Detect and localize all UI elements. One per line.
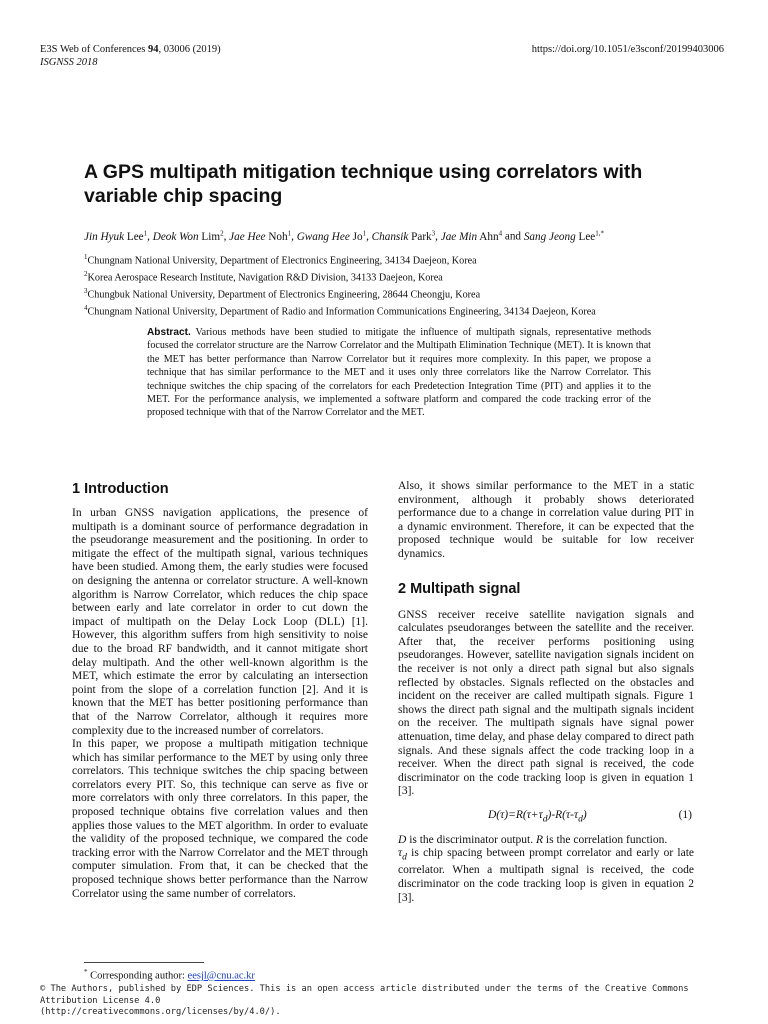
paper-title: A GPS multipath mitigation technique using correlators with variable chip spacing: [84, 161, 643, 207]
affiliation-item: $^4$Chungnam National University, Department of Radio and Information Communications Engineering, 34134 Daejeon, Korea: [84, 303, 596, 318]
multipath-paragraph-2: D is the discriminator output. R is the correlation function. $\tau_d$ is chip spacing between prompt correlator and early or late correlator. When a multipath signal is received, the code discriminator on the code tracking loop is given in equation 2 [3].: [398, 833, 694, 904]
license-line-1: © The Authors, published by EDP Sciences. This is an open access article distributed under the terms of the Creative Commons Attribution License 4.0: [40, 984, 689, 1006]
left-column: [72, 480, 368, 901]
intro-paragraph-1: In urban GNSS navigation applications, the presence of multipath is a dominant source of performance degradation in the pseudorange measurement and the positioning. In order to mitigate the effect of the multipath signal, various techniques have been studied. Among them, the early studies were focused on designing the antenna or correlator structure. A well-known algorithm is Narrow Correlator, which reduces the chip space between early and late correlator in order to cut down the impact of multipath on the Delay Lock Loop (DLL) [1]. However, this algorithm suffers from high sensitivity to noise due to the broad RF bandwidth, and it cannot mitigate short delay multipath. And the other well-known algorithm is the MET, which estimate the error by calculating an intersection point from the slope of a correlation function [2]. And it is known that the MET has better positioning performance than that of the Narrow Correlator, although it requires more complexity due to the increased number of correlators.: [72, 507, 368, 737]
affiliation-item: $^1$Chungnam National University, Department of Electronics Engineering, 34134 Daejeon, Korea: [84, 253, 477, 267]
author-list: Jin Hyuk Lee$^1$, Deok Won Lim$^2$, Jae Hee Noh$^1$, Gwang Hee Jo$^1$, Chansik Park$^3$, Jae Min Ahn$^4$ and Sang Jeong Lee$^{1,*}$: [84, 229, 605, 243]
author-name: Chansik Park$^3$: [371, 229, 436, 243]
equation-1-formula: $D(\tau)=R(\tau+\tau_d)-R(\tau-\tau_d)$: [488, 808, 587, 825]
intro-paragraph-2: In this paper, we propose a multipath mitigation technique which has similar performance to the MET by using only three correlators. This technique switches the chip spacing between correlators every PIT. So, this technique can serve as five or more correlators with only three correlators. In this paper, the proposed technique obtains five correlation values and then applies those values to the MET algorithm. In order to evaluate the validity of the proposed technique, we compared the code tracking error with the Narrow Correlator and the MET through computer simulation. From that, it can be checked that the proposed technique shows better performance than the Narrow Correlator using the same number of correlators.: [72, 738, 368, 900]
author-name: Jae Hee Noh$^1$: [229, 229, 292, 243]
abstract-text: Various methods have been studied to mitigate the influence of multipath signals, representative methods focused the correlator structure are the Narrow Correlator and the Multipath Elimination Technique (MET). It is known that the MET has better performance than Narrow Correlator but it requires more complexity. In this paper, we propose a technique that has similar performance to the MET and it uses only three correlators like the Narrow Correlator. This technique switches the chip spacing of the correlators for each Predetection Integration Time (PIT) and applies it to the MET. For the performance analysis, we implemented a software platform and compared the code tracking error of the proposed technique with that of the Narrow Correlator and the MET.: [147, 327, 651, 419]
author-name: Sang Jeong Lee$^{1,*}$: [523, 229, 605, 243]
abstract: [147, 326, 651, 420]
author-name: Jin Hyuk Lee$^1$: [84, 229, 148, 243]
doi-link[interactable]: https://doi.org/10.1051/e3sconf/20199403006: [531, 44, 724, 55]
abstract-label: Abstract.: [147, 327, 191, 338]
corresponding-author-note: * Corresponding author: eesjl@cnu.ac.kr: [84, 968, 255, 982]
author-name: Gwang Hee Jo$^1$: [296, 229, 367, 243]
section-heading-multipath-signal: 2 Multipath signal: [398, 580, 521, 597]
journal-citation: E3S Web of Conferences 94, 03006 (2019): [40, 44, 221, 55]
affiliation-item: $^2$Korea Aerospace Research Institute, Navigation R&D Division, 34133 Daejeon, Korea: [84, 269, 443, 284]
intro-paragraph-3: Also, it shows similar performance to the MET in a static environment, although it probably shows deteriorated performance due to a change in correlation value during PIT in a dynamic environment. Therefore, it can be expected that the proposed technique would be suitable for low receiver dynamics.: [398, 480, 694, 560]
corresponding-email-link[interactable]: eesjl@cnu.ac.kr: [187, 970, 255, 982]
section-heading-introduction: 1 Introduction: [72, 481, 169, 497]
conference-name: ISGNSS 2018: [40, 57, 98, 68]
footnote-rule: [84, 962, 204, 963]
multipath-paragraph-1: GNSS receiver receive satellite navigation signals and calculates pseudoranges between the satellite and the receiver. After that, the receiver performs positioning using pseudoranges. However, satellite navigation signals incident on the receiver is not only a direct path signal but also signals reflected by obstacles. Signals reflected on the obstacles and incident on the receiver are called multipath signals. Figure 1 shows the direct path signal and the multipath signals incident on the receiver. The multipath signals have signal power attenuation, time delay, and phase delay compared to direct path signals. And these signals affect the code tracking loop in a receiver. When the direct path signal is received, the code discriminator on the code tracking loop is given in equation 1 [3].: [398, 608, 694, 798]
license-line-2: (http://creativecommons.org/licenses/by/4.0/).: [40, 1007, 281, 1017]
affiliation-item: $^3$Chungbuk National University, Department of Electronics Engineering, 28644 Cheongju, Korea: [84, 286, 481, 301]
license-notice: [40, 984, 730, 1019]
equation-1-number: (1): [678, 808, 692, 821]
right-column: [398, 480, 694, 905]
author-name: Jae Min Ahn$^4$: [440, 229, 503, 243]
author-name: Deok Won Lim$^2$: [152, 229, 224, 243]
affiliations: [84, 251, 724, 319]
running-header: [40, 43, 221, 69]
equation-1: [398, 804, 694, 830]
